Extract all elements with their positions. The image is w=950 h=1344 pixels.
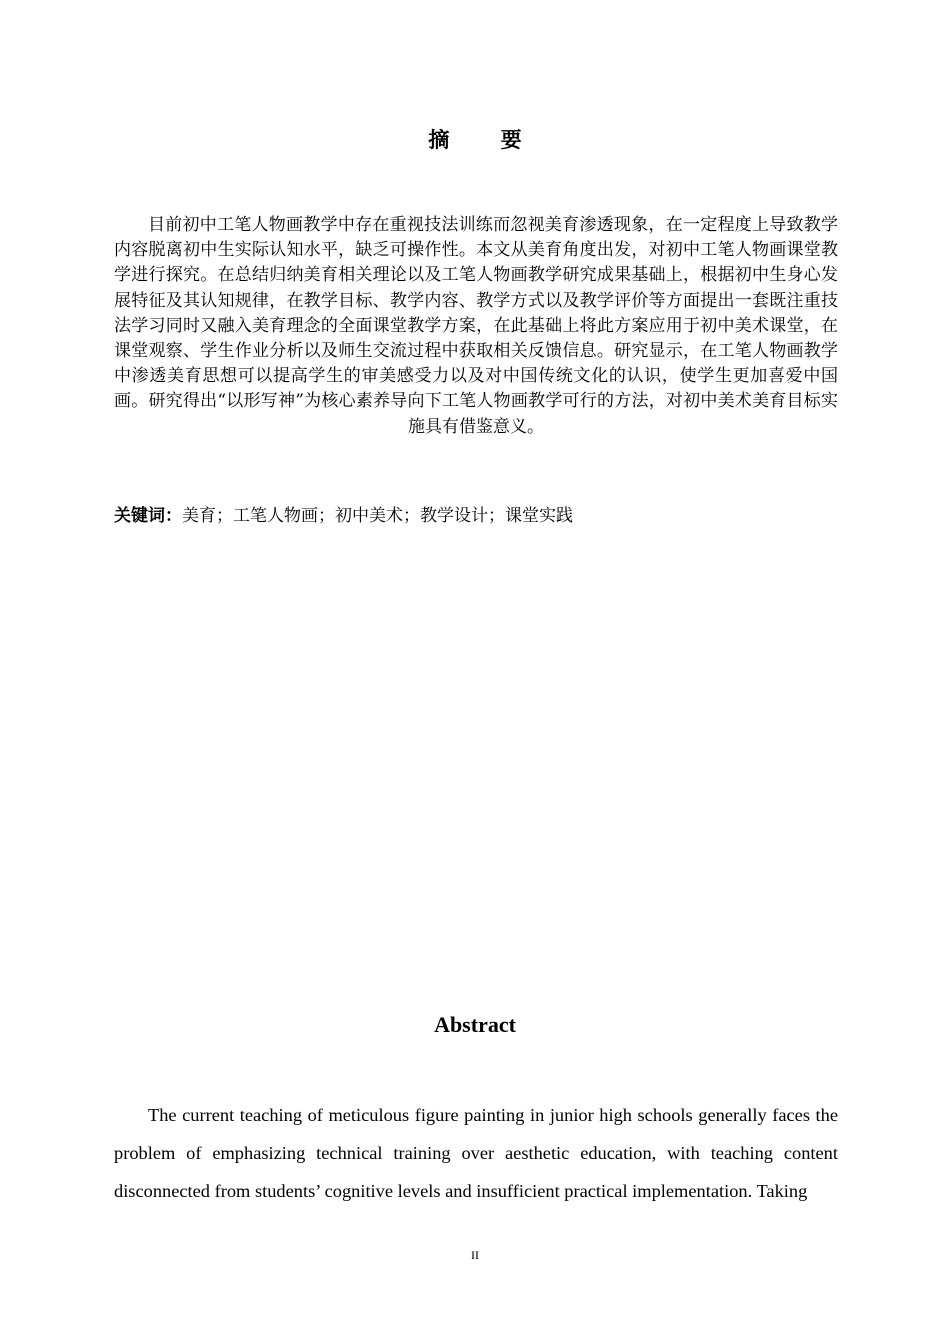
keywords-line [114, 504, 838, 528]
english-abstract-title: Abstract [434, 1012, 516, 1037]
english-abstract-body: The current teaching of meticulous figure painting in junior high schools generally faces the problem of emphasizing technical training over aesthetic education, with teaching content disconnected from students’ cognitive levels and insufficient practical implementation. Taking [114, 1105, 838, 1201]
keywords-label: 关键词： [114, 506, 182, 526]
page-number: II [471, 1248, 479, 1262]
chinese-abstract-body: 目前初中工笔人物画教学中存在重视技法训练而忽视美育渗透现象，在一定程度上导致教学内容脱离初中生实际认知水平，缺乏可操作性。本文从美育角度出发，对初中工笔人物画课堂教学进行探究。在总结归纳美育相关理论以及工笔人物画教学研究成果基础上，根据初中生身心发展特征及其认知规律，在教学目标、教学内容、教学方式以及教学评价等方面提出一套既注重技法学习同时又融入美育理念的全面课堂教学方案，在此基础上将此方案应用于初中美术课堂，在课堂观察、学生作业分析以及师生交流过程中获取相关反馈信息。研究显示，在工笔人物画教学中渗透美育思想可以提高学生的审美感受力以及对中国传统文化的认识，使学生更加喜爱中国画。研究得出“以形写神”为核心素养导向下工笔人物画教学可行的方法，对初中美术美育目标实施具有借鉴意义。 [114, 215, 838, 437]
keywords-list: 美育；工笔人物画；初中美术；教学设计；课堂实践 [182, 506, 573, 526]
chinese-abstract-title: 摘 要 [428, 128, 544, 152]
